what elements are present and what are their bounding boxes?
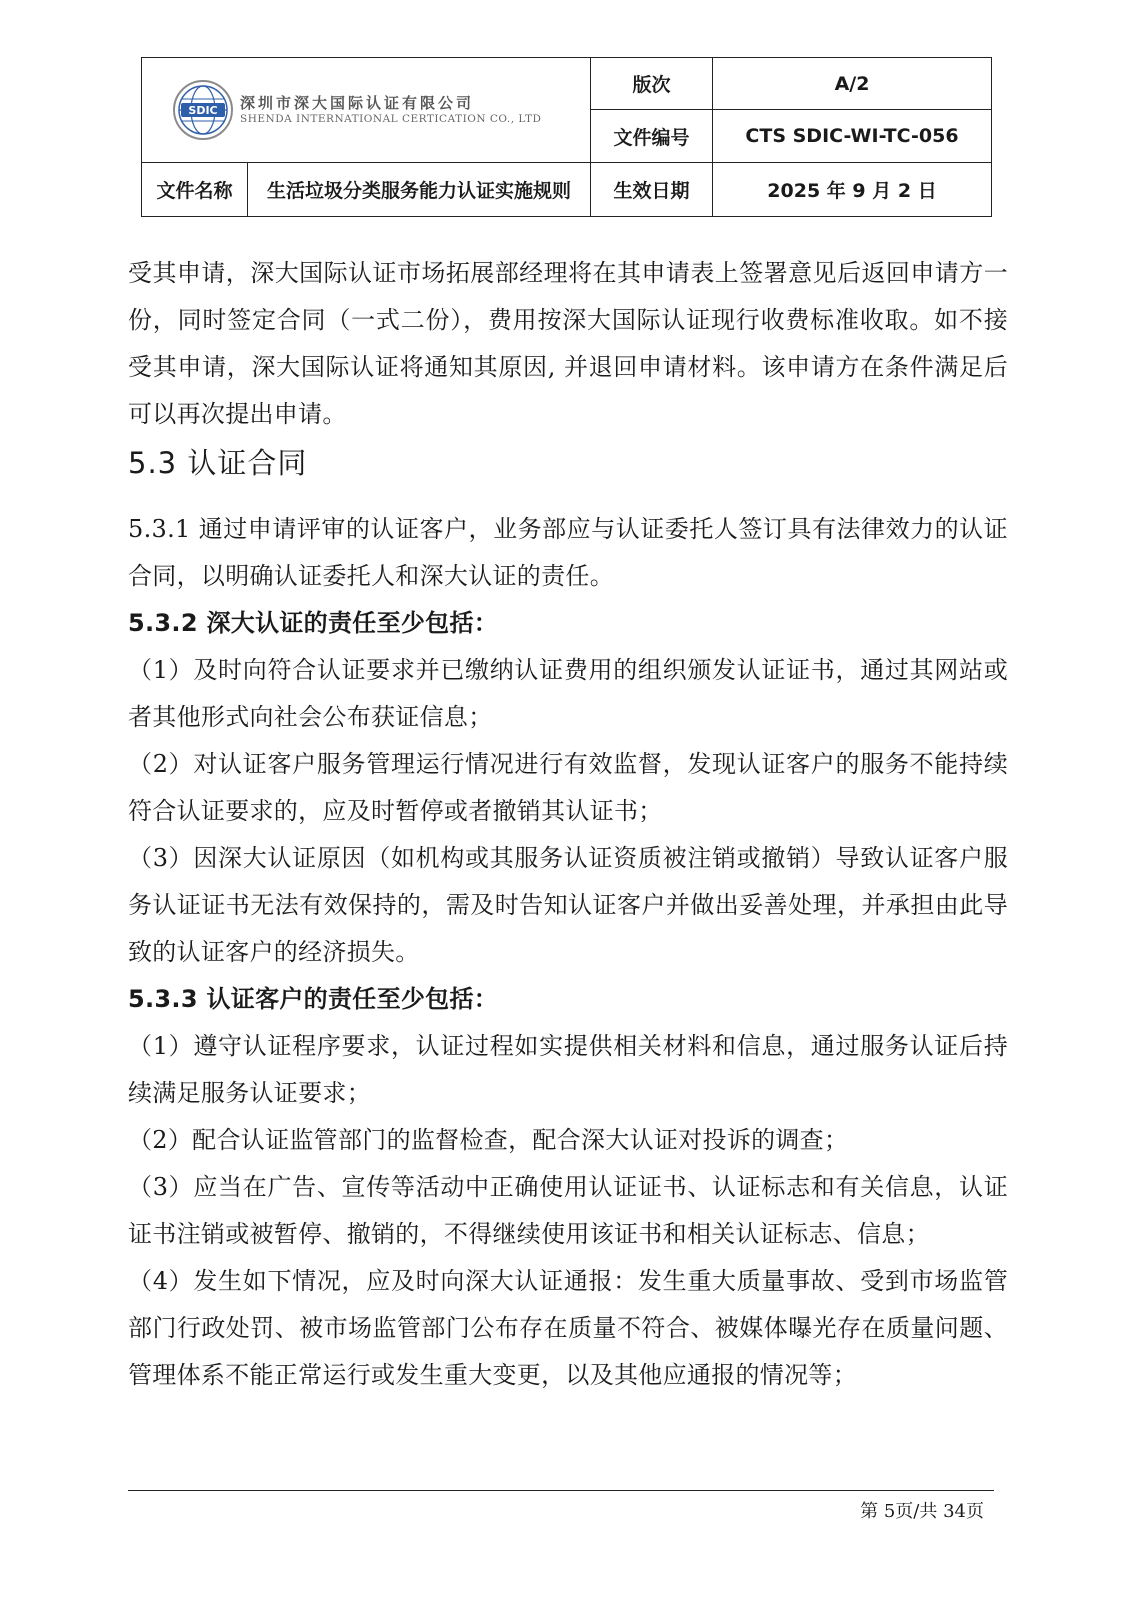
effective-date-label: 生效日期 — [591, 163, 713, 217]
company-logo-icon — [172, 79, 234, 141]
edition-label: 版次 — [591, 58, 713, 110]
doc-name-value: 生活垃圾分类服务能力认证实施规则 — [248, 163, 591, 217]
page-number: 第 5页/共 34页 — [860, 1501, 984, 1522]
clause-5-3-2-item-2: （2）对认证客户服务管理运行情况进行有效监督，发现认证客户的服务不能持续符合认证要求的，应及时暂停或者撤销其认证书； — [128, 750, 1008, 825]
doc-number-label: 文件编号 — [591, 110, 713, 163]
edition-value: A/2 — [713, 58, 992, 110]
doc-number-value: CTS SDIC-WI-TC-056 — [713, 110, 992, 163]
document-body — [128, 250, 1008, 1399]
clause-5-3-3-item-3: （3）应当在广告、宣传等活动中正确使用认证证书、认证标志和有关信息，认证证书注销或被暂停、撤销的，不得继续使用该证书和相关认证标志、信息； — [128, 1173, 1008, 1248]
footer-divider — [128, 1490, 994, 1491]
clause-5-3-3-item-2: （2）配合认证监管部门的监督检查，配合深大认证对投诉的调查； — [128, 1126, 849, 1154]
company-logo-cell — [142, 58, 591, 163]
document-header-table — [141, 57, 992, 217]
clause-5-3-2-item-3: （3）因深大认证原因（如机构或其服务认证资质被注销或撤销）导致认证客户服务认证证书无法有效保持的，需及时告知认证客户并做出妥善处理，并承担由此导致的认证客户的经济损失。 — [128, 844, 1008, 966]
intro-paragraph: 受其申请，深大国际认证市场拓展部经理将在其申请表上签署意见后返回申请方一份，同时签定合同（一式二份），费用按深大国际认证现行收费标准收取。如不接受其申请，深大国际认证将通知其原因, 并退回申请材料。该申请方在条件满足后可以再次提出申请。 — [128, 259, 1008, 428]
clause-5-3-3-item-1: （1）遵守认证程序要求，认证过程如实提供相关材料和信息，通过服务认证后持续满足服务认证要求； — [128, 1032, 1008, 1107]
clause-5-3-1: 5.3.1 通过申请评审的认证客户，业务部应与认证委托人签订具有法律效力的认证合同，以明确认证委托人和深大认证的责任。 — [128, 515, 1008, 590]
clause-5-3-3-item-4: （4）发生如下情况，应及时向深大认证通报：发生重大质量事故、受到市场监管部门行政处罚、被市场监管部门公布存在质量不符合、被媒体曝光存在质量问题、管理体系不能正常运行或发生重大变更，以及其他应通报的情况等； — [128, 1267, 1008, 1389]
company-name-en: SHENDA INTERNATIONAL CERTICATION CO., LTD — [240, 112, 542, 125]
effective-date-value: 2025 年 9 月 2 日 — [713, 163, 992, 217]
logo-text: SDIC — [188, 104, 218, 117]
section-heading-5-3: 5.3 认证合同 — [128, 446, 308, 480]
clause-heading-5-3-3: 5.3.3 认证客户的责任至少包括： — [128, 985, 499, 1013]
clause-heading-5-3-2: 5.3.2 深大认证的责任至少包括： — [128, 609, 499, 637]
company-name-cn: 深圳市深大国际认证有限公司 — [240, 94, 475, 113]
doc-name-label: 文件名称 — [142, 163, 248, 217]
clause-5-3-2-item-1: （1）及时向符合认证要求并已缴纳认证费用的组织颁发认证证书，通过其网站或者其他形式向社会公布获证信息； — [128, 656, 1008, 731]
